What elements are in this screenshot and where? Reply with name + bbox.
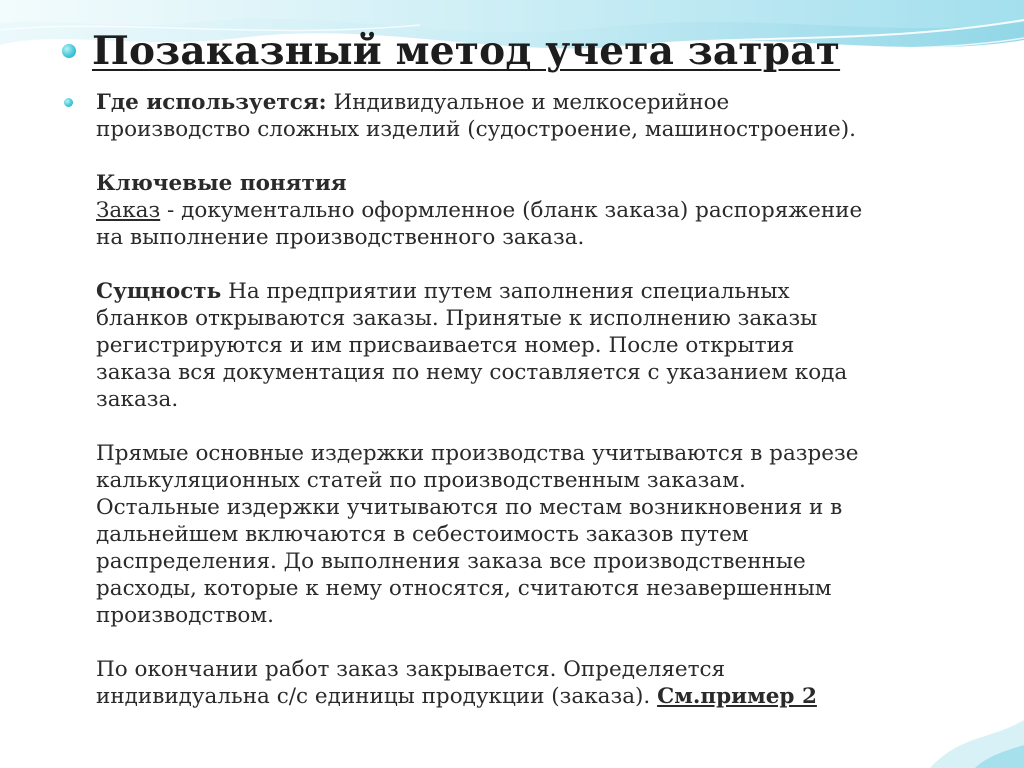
direct-costs-line: производством. <box>96 603 274 628</box>
key-concepts-label: Ключевые понятия <box>96 171 347 196</box>
direct-costs-line: дальнейшем включаются в себестоимость заказов путем <box>96 522 749 547</box>
bullet-icon <box>64 98 73 107</box>
where-used-text: Индивидуальное и мелкосерийное <box>326 90 730 115</box>
essence-line: заказа вся документация по нему составляется с указанием кода <box>96 360 848 385</box>
direct-costs-line: распределения. До выполнения заказа все производственные <box>96 549 806 574</box>
where-used-label: Где используется: <box>96 90 327 115</box>
paragraph-essence <box>96 278 964 413</box>
paragraph-closing <box>96 656 964 710</box>
closing-line: По окончании работ заказ закрывается. Определяется <box>96 657 726 682</box>
paragraph-direct-costs <box>96 440 964 629</box>
slide-title: Позаказный метод учета затрат <box>92 28 841 74</box>
body-text <box>96 89 964 710</box>
essence-line: заказа. <box>96 387 179 412</box>
direct-costs-line: Остальные издержки учитываются по местам возникновения и в <box>96 495 843 520</box>
body-bullet <box>64 89 964 710</box>
example-link[interactable]: См.пример 2 <box>657 684 817 709</box>
essence-line: бланков открываются заказы. Принятые к исполнению заказы <box>96 306 818 331</box>
paragraph-where-used <box>96 89 964 143</box>
title-row <box>62 28 840 74</box>
order-definition: - документально оформленное (бланк заказа) распоряжение <box>160 198 863 223</box>
closing-line: индивидуальна с/с единицы продукции (заказа). <box>96 684 658 709</box>
essence-line: На предприятии путем заполнения специальных <box>221 279 790 304</box>
direct-costs-line: расходы, которые к нему относятся, считаются незавершенным <box>96 576 832 601</box>
direct-costs-line: калькуляционных статей по производственным заказам. <box>96 468 746 493</box>
essence-label: Сущность <box>96 279 222 304</box>
order-definition-2: на выполнение производственного заказа. <box>96 225 585 250</box>
bullet-icon <box>62 44 76 58</box>
essence-line: регистрируются и им присваивается номер. После открытия <box>96 333 795 358</box>
where-used-text-2: производство сложных изделий (судостроение, машиностроение). <box>96 117 856 142</box>
order-term: Заказ <box>96 198 161 223</box>
paragraph-key-concepts <box>96 170 964 251</box>
direct-costs-line: Прямые основные издержки производства учитываются в разрезе <box>96 441 859 466</box>
